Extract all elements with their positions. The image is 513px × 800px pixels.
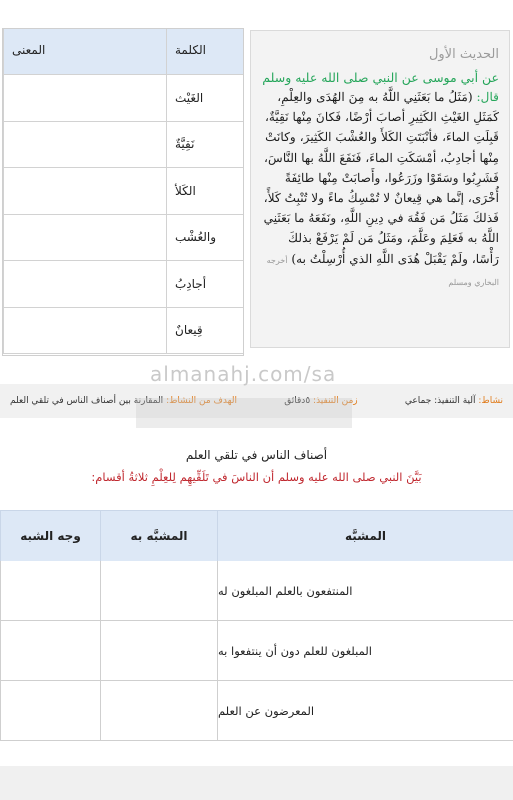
header-likened-to: المشبَّه به <box>100 511 217 561</box>
aspect-cell[interactable] <box>0 621 100 680</box>
vocab-word-cell: والعُشْب <box>166 215 243 262</box>
activity-label: نشاط: <box>478 396 503 406</box>
likened-cell: المبلغون للعلم دون أن ينتفعوا به <box>217 621 513 680</box>
section-title: أصناف الناس في تلقي العلم <box>185 448 328 462</box>
vocab-word-cell: أجادِبُ <box>166 261 243 308</box>
header-likened: المشبَّه <box>217 511 513 561</box>
hadith-reference: أخرجه البخاري ومسلم <box>266 255 499 287</box>
table-row <box>0 681 513 741</box>
likened-to-cell[interactable] <box>100 621 217 680</box>
likened-to-cell[interactable] <box>100 561 217 620</box>
goal-value: المقارنة بين أصناف الناس في تلقي العلم <box>10 396 164 406</box>
vocab-word-cell: نَقِيَّةٌ <box>166 122 243 169</box>
hadith-title: الحديث الأول <box>428 47 499 62</box>
vocabulary-table <box>2 28 244 356</box>
time-label: زمن التنفيذ: <box>313 396 358 406</box>
watermark-logo <box>136 398 352 428</box>
comparison-header <box>0 511 513 561</box>
hadith-source: عن أبي موسى عن النبي صلى الله عليه وسلم <box>262 70 499 85</box>
likened-cell: المعرضون عن العلم <box>217 681 513 740</box>
mechanism-value: جماعي <box>404 396 432 406</box>
vocab-meaning-cell <box>3 215 166 262</box>
vocab-word-cell: الكَلأ <box>166 168 243 215</box>
hadith-said-label: قال: <box>476 90 499 104</box>
table-row <box>0 561 513 621</box>
likened-to-cell[interactable] <box>100 681 217 740</box>
activity-mechanism <box>405 396 503 406</box>
hadith-text <box>261 87 499 293</box>
section-subtitle: بَيَّنَ النبي صلى الله عليه وسلم أن الناسَ في تَلَقِّيهِم لِلعِلْمِ ثلاثةُ أقسام: <box>91 470 422 484</box>
vocab-word-cell: قِيعانٌ <box>166 308 243 355</box>
time-value: ٥دقائق <box>284 396 311 406</box>
vocab-header-meaning: المعنى <box>3 29 166 75</box>
vocab-meaning-cell <box>3 261 166 308</box>
aspect-cell[interactable] <box>0 561 100 620</box>
aspect-cell[interactable] <box>0 681 100 740</box>
header-aspect: وجه الشبه <box>0 511 100 561</box>
watermark: almanahj.com/sa <box>150 362 337 386</box>
goal-label: الهدف من النشاط: <box>166 396 237 406</box>
vocab-meaning-cell <box>3 168 166 215</box>
table-row <box>0 621 513 681</box>
vocab-meaning-cell <box>3 75 166 122</box>
hadith-body: (مَثَلُ ما بَعَثَنِي اللَّهُ به مِنَ الهُدَى والعِلْمِ، كَمَثَلِ الغَيْثِ الكَثِيرِ أصابَ أرْضًا، فَكانَ مِنْها نَقِيَّةٌ، قَبِلَتِ الماءَ، فأنْبَتَتِ الكَلأَ والعُشْبَ الكَثِيرَ، وكانَتْ مِنْها أجادِبُ، أمْسَكَتِ الماءَ، فَنَفَعَ اللَّهُ بها النَّاسَ، فَشَرِبُوا وسَقَوْا وزَرَعُوا، وأَصابَتْ مِنْها طائِفَةً أُخْرَى، إنَّما هي قِيعانٌ لا تُمْسِكُ ماءً ولا تُنْبِتُ كَلأً، فَذلكَ مَثَلُ مَن فَقُهَ في دِينِ اللَّهِ، ونَفَعَهُ ما بَعَثَنِي اللَّهُ به فَعَلِمَ وعَلَّمَ، ومَثَلُ مَن لَمْ يَرْفَعْ بذلكَ رَأْسًا، ولَمْ يَقْبَلْ هُدَى اللَّهِ الذي أُرْسِلْتُ به) <box>263 90 499 266</box>
comparison-table <box>0 510 513 741</box>
vocab-meaning-cell <box>3 308 166 355</box>
mechanism-label: آلية التنفيذ: <box>434 396 476 406</box>
hadith-box <box>250 30 510 348</box>
vocab-header-word: الكلمة <box>166 29 243 75</box>
footer-bar <box>0 766 513 800</box>
vocab-meaning-cell <box>3 122 166 169</box>
likened-cell: المنتفعون بالعلم المبلغون له <box>217 561 513 620</box>
vocab-word-cell: الغَيْث <box>166 75 243 122</box>
